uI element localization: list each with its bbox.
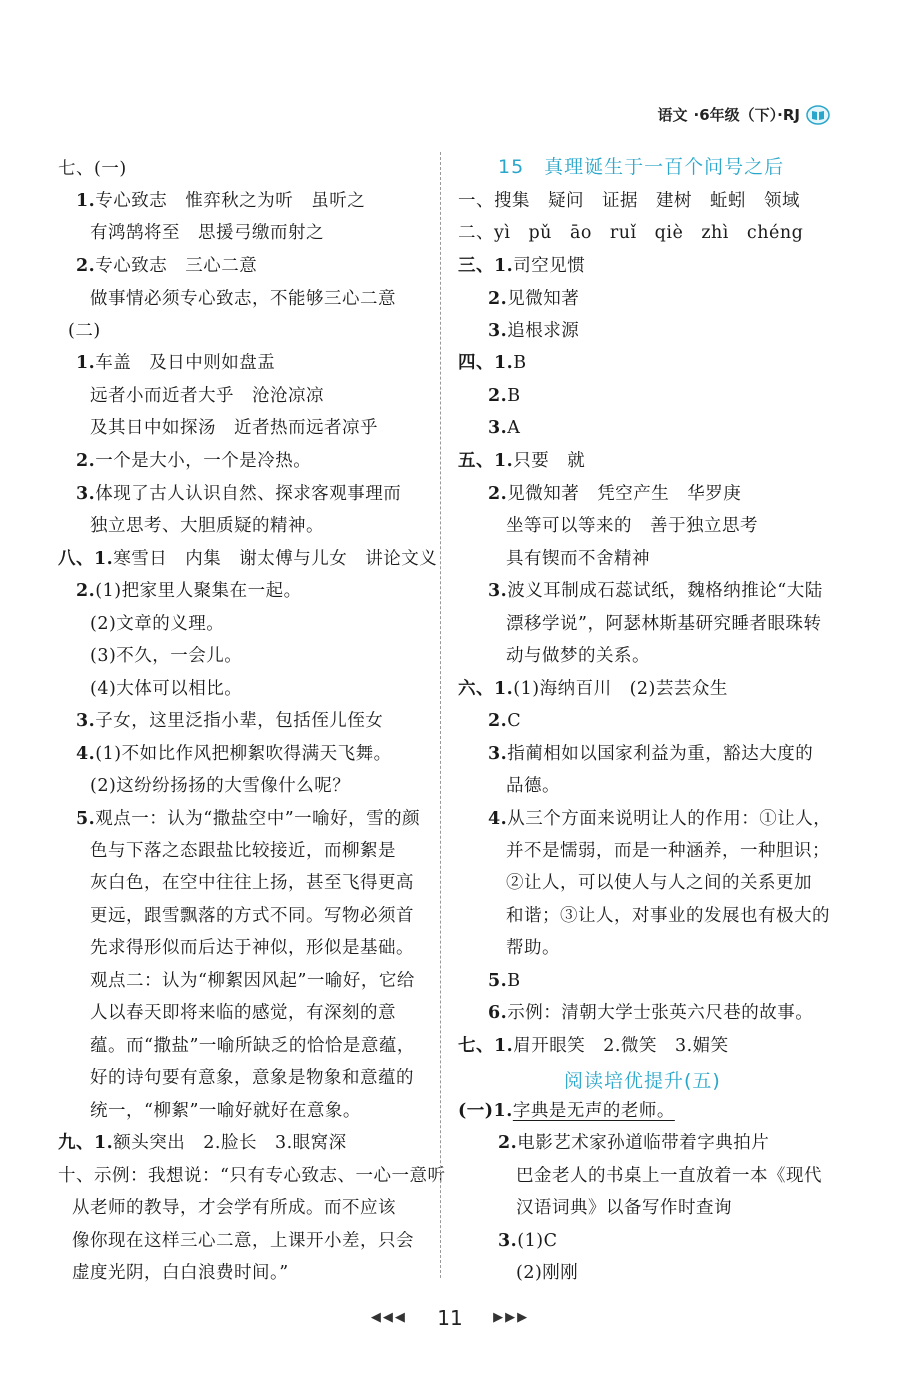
answer-text: 二、yì pǔ āo ruǐ qiè zhì chéng — [458, 223, 804, 243]
answer-text: C — [507, 711, 522, 731]
answer-line — [516, 1262, 578, 1284]
answer-line — [516, 1165, 822, 1187]
item-number: 3. — [76, 711, 96, 731]
item-number: 3. — [488, 321, 508, 341]
prev-arrows-icon: ◀◀◀ — [370, 1310, 407, 1325]
answer-text: 示例：清朝大学士张英六尺巷的故事。 — [507, 1003, 814, 1023]
item-number: 3. — [76, 484, 96, 504]
answer-text: 蕴。而“撒盐”一喻所缺乏的恰恰是意蕴， — [90, 1036, 415, 1056]
answer-line — [90, 678, 242, 700]
answer-text: 及其日中如探汤 近者热而远者凉乎 — [90, 418, 378, 438]
answer-text: 远者小而近者大乎 沧沧凉凉 — [90, 386, 324, 406]
answer-text: 并不是懦弱，而是一种涵养，一种胆识； — [506, 841, 830, 861]
answer-text: 从三个方面来说明让人的作用：①让人， — [507, 809, 832, 829]
answer-line — [498, 1230, 557, 1252]
answer-line — [488, 808, 831, 830]
answer-text: 先求得形似而后达于神似，形似是基础。 — [90, 938, 414, 958]
answer-line — [90, 288, 396, 310]
item-number: 四、1. — [458, 353, 514, 373]
answer-text: 坐等可以等来的 善于独立思考 — [506, 516, 758, 536]
answer-line — [498, 1132, 769, 1154]
answer-line — [90, 1002, 396, 1024]
answer-line — [72, 1230, 414, 1252]
answer-text: 司空见惯 — [513, 256, 586, 276]
answer-text: B — [507, 386, 521, 406]
answer-text: 专心致志 惟弈秋之为听 虽听之 — [95, 191, 366, 211]
answer-text: 十、示例：我想说：“只有专心致志、一心一意听 — [58, 1166, 446, 1186]
item-number: 2. — [488, 386, 508, 406]
answer-text: 子女，这里泛指小辈，包括侄儿侄女 — [95, 711, 384, 731]
answer-line — [516, 1197, 732, 1219]
answer-text: (2)刚刚 — [516, 1263, 579, 1283]
item-number: 八、1. — [58, 549, 114, 569]
answer-text: (1)C — [517, 1231, 558, 1251]
item-number: 1. — [76, 353, 96, 373]
answer-text: 人以春天即将来临的感觉，有深刻的意 — [90, 1003, 396, 1023]
answer-line — [90, 840, 396, 862]
answer-text: 一个是大小，一个是冷热。 — [95, 451, 312, 471]
answer-line — [76, 255, 257, 277]
answer-text: 像你现在这样三心二意，上课开小差，只会 — [72, 1231, 414, 1251]
answer-text: 虚度光阴，白白浪费时间。” — [72, 1263, 289, 1283]
answer-line — [458, 1035, 729, 1057]
answer-text: B — [507, 971, 521, 991]
answer-line — [458, 352, 527, 374]
answer-text: 寒雪日 内集 谢太傅与儿女 讲论文义 — [113, 549, 438, 569]
answer-text: 具有锲而不舍精神 — [506, 549, 650, 569]
answer-line — [488, 288, 579, 310]
answer-line — [90, 1035, 415, 1057]
answer-line — [488, 1002, 813, 1024]
answer-line — [90, 385, 324, 407]
answer-line — [458, 1100, 675, 1122]
column-divider — [440, 152, 441, 1278]
answer-line — [488, 710, 521, 732]
item-number: 2. — [76, 451, 96, 471]
answer-text: 七、(一) — [58, 159, 127, 179]
answer-line — [58, 1165, 445, 1187]
answer-line — [58, 1132, 347, 1154]
item-number: 2. — [76, 256, 96, 276]
answer-line — [488, 743, 813, 765]
answer-text: (2)文章的义理。 — [90, 614, 225, 634]
answer-line — [458, 190, 800, 212]
answer-line — [76, 808, 420, 830]
answer-line — [506, 872, 812, 894]
section-title-15: 15 真理诞生于一百个问号之后 — [498, 156, 785, 178]
answer-text: 额头突出 2.脸长 3.眼窝深 — [113, 1133, 347, 1153]
answer-text: 漂移学说”，阿瑟林斯基研究睡者眼珠转 — [506, 614, 822, 634]
answer-line — [76, 483, 401, 505]
answer-line — [458, 678, 728, 700]
answer-line — [90, 1100, 361, 1122]
item-number: 七、1. — [458, 1036, 514, 1056]
answer-text: 灰白色，在空中往往上扬，甚至飞得更高 — [90, 873, 414, 893]
item-number: 3. — [488, 581, 508, 601]
answer-text: 见微知著 — [507, 289, 580, 309]
answer-line — [458, 222, 803, 244]
answer-line — [506, 905, 830, 927]
page-number: 11 — [437, 1305, 463, 1330]
answer-line — [506, 645, 650, 667]
answer-text: 和谐；③让人，对事业的发展也有极大的 — [506, 906, 830, 926]
item-number: 2. — [76, 581, 96, 601]
answer-text: (3)不久，一会儿。 — [90, 646, 243, 666]
answer-line — [76, 743, 392, 765]
answer-text: 动与做梦的关系。 — [506, 646, 650, 666]
answer-text: 一、搜集 疑问 证据 建树 蚯蚓 领域 — [458, 191, 800, 211]
answer-text: 字典是无声的老师。 — [512, 1101, 675, 1121]
answer-text: 独立思考、大胆质疑的精神。 — [90, 516, 324, 536]
answer-text: B — [513, 353, 527, 373]
answer-line — [90, 515, 324, 537]
answer-line — [90, 905, 414, 927]
item-number: 六、1. — [458, 679, 514, 699]
answer-line — [90, 613, 224, 635]
answer-line — [72, 1262, 289, 1284]
answer-line — [90, 937, 414, 959]
answer-line — [90, 1067, 414, 1089]
item-number: 三、1. — [458, 256, 514, 276]
answer-line — [90, 645, 242, 667]
answer-line — [488, 385, 521, 407]
answer-text: 只要 就 — [513, 451, 586, 471]
answer-text: 观点二：认为“柳絮因风起”一喻好，它给 — [90, 971, 415, 991]
answer-line — [506, 775, 560, 797]
answer-line — [90, 970, 415, 992]
answer-text: 观点一：认为“撒盐空中”一喻好，雪的颜 — [95, 809, 421, 829]
item-number: 2. — [488, 484, 508, 504]
answer-text: A — [507, 418, 521, 438]
answer-text: (1)把家里人聚集在一起。 — [95, 581, 302, 601]
answer-text: 指蔺相如以国家利益为重，豁达大度的 — [507, 744, 814, 764]
page-header — [658, 104, 830, 125]
answer-text: 从老师的教导，才会学有所成。而不应该 — [72, 1198, 396, 1218]
answer-text: (1)不如比作风把柳絮吹得满天飞舞。 — [95, 744, 392, 764]
answer-text: 电影艺术家孙道临带着字典拍片 — [517, 1133, 770, 1153]
answer-line — [90, 417, 378, 439]
answer-line — [76, 190, 365, 212]
item-number: 5. — [76, 809, 96, 829]
answer-line — [76, 352, 275, 374]
answer-line — [90, 775, 350, 797]
answer-text: 追根求源 — [507, 321, 580, 341]
item-number: 2. — [488, 289, 508, 309]
item-number: 5. — [488, 971, 508, 991]
answer-text: 巴金老人的书桌上一直放着一本《现代 — [516, 1166, 822, 1186]
grade-label: ·6年级（下）·RJ — [693, 106, 800, 124]
answer-line — [488, 417, 520, 439]
answer-text: 好的诗句要有意象，意象是物象和意蕴的 — [90, 1068, 414, 1088]
answer-line — [458, 255, 585, 277]
answer-line — [506, 515, 758, 537]
answer-text: ②让人，可以使人与人之间的关系更加 — [506, 873, 812, 893]
answer-text: 更远，跟雪飘落的方式不同。写物必须首 — [90, 906, 414, 926]
item-number: 6. — [488, 1003, 508, 1023]
answer-line — [58, 158, 127, 180]
answer-text: (1)海纳百川 (2)芸芸众生 — [513, 679, 728, 699]
item-number: 九、1. — [58, 1133, 114, 1153]
answer-text: (二) — [68, 321, 101, 341]
answer-text: 见微知著 凭空产生 华罗庚 — [507, 484, 742, 504]
answer-text: 有鸿鹄将至 思援弓缴而射之 — [90, 223, 324, 243]
answer-line — [76, 450, 311, 472]
answer-line — [58, 548, 437, 570]
answer-text: (4)大体可以相比。 — [90, 679, 243, 699]
answer-text: 专心致志 三心二意 — [95, 256, 258, 276]
answer-line — [506, 840, 830, 862]
answer-text: 品德。 — [506, 776, 560, 796]
next-arrows-icon: ▶▶▶ — [493, 1310, 530, 1325]
answer-line — [90, 872, 414, 894]
item-number: 2. — [488, 711, 508, 731]
answer-line — [488, 580, 823, 602]
item-number: 五、1. — [458, 451, 514, 471]
answer-line — [76, 710, 383, 732]
answer-line — [506, 937, 560, 959]
answer-line — [506, 613, 821, 635]
section-title-reading: 阅读培优提升(五) — [564, 1070, 721, 1092]
item-number: 3. — [488, 418, 508, 438]
answer-text: 帮助。 — [506, 938, 560, 958]
answer-text: 色与下落之态跟盐比较接近，而柳絮是 — [90, 841, 396, 861]
answer-text: 车盖 及日中则如盘盂 — [95, 353, 276, 373]
answer-line — [488, 970, 521, 992]
item-number: 4. — [488, 809, 508, 829]
answer-line — [506, 548, 650, 570]
answer-text: 做事情必须专心致志，不能够三心二意 — [90, 289, 396, 309]
item-number: 1. — [76, 191, 96, 211]
answer-line — [90, 222, 324, 244]
answer-line — [488, 483, 741, 505]
item-number: (一)1. — [458, 1101, 513, 1121]
item-number: 4. — [76, 744, 96, 764]
answer-line — [72, 1197, 396, 1219]
item-number: 3. — [498, 1231, 518, 1251]
answer-text: 汉语词典》以备写作时查询 — [516, 1198, 732, 1218]
answer-text: (2)这纷纷扬扬的大雪像什么呢？ — [90, 776, 351, 796]
page-footer — [0, 1304, 900, 1330]
answer-text: 波义耳制成石蕊试纸，魏格纳推论“大陆 — [507, 581, 823, 601]
subject-label: 语文 — [657, 106, 688, 124]
answer-line — [488, 320, 579, 342]
answer-text: 统一，“柳絮”一喻好就好在意象。 — [90, 1101, 361, 1121]
answer-line — [68, 320, 101, 342]
answer-text: 眉开眼笑 2.微笑 3.媚笑 — [513, 1036, 729, 1056]
answer-line — [76, 580, 302, 602]
answer-line — [458, 450, 585, 472]
item-number: 3. — [488, 744, 508, 764]
answer-text: 体现了古人认识自然、探求客观事理而 — [95, 484, 402, 504]
item-number: 2. — [498, 1133, 518, 1153]
book-icon — [806, 105, 830, 125]
